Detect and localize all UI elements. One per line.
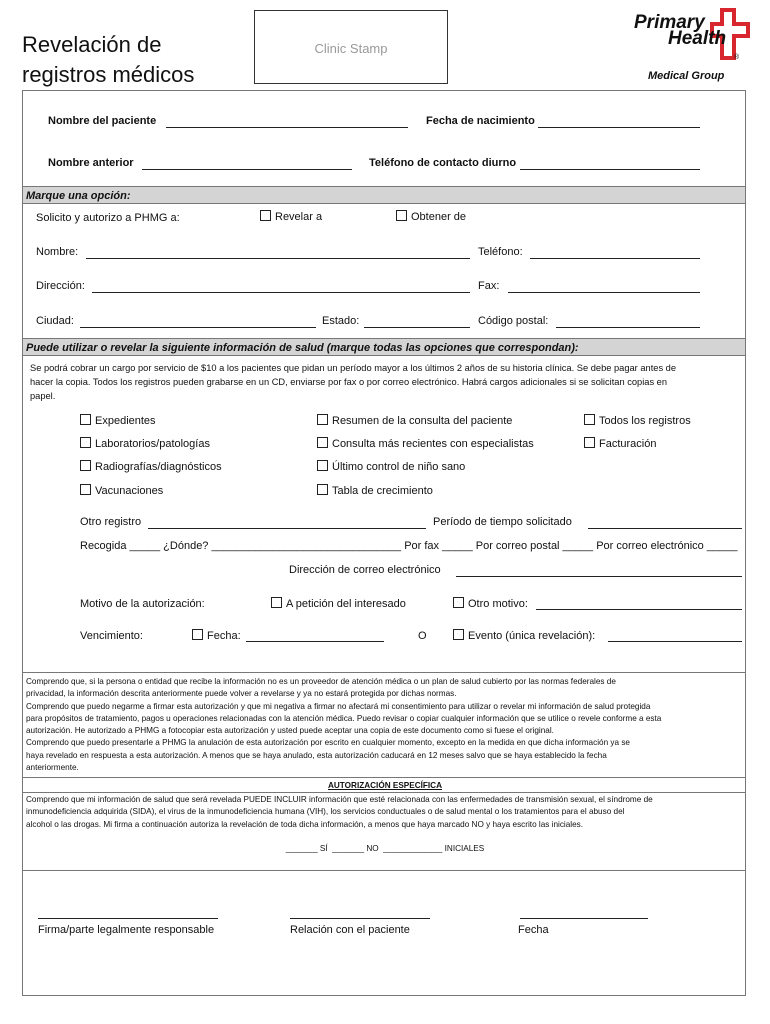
initials-line[interactable]: _______ SÍ _______ NO _____________ INICIALES (285, 844, 485, 853)
divider (23, 777, 745, 778)
fee-paragraph-1: Se podrá cobrar un cargo por servicio de $10 a los pacientes que pidan un período mayor a los últimos 2 años de su historia clínica. Se debe pagar antes de (30, 363, 677, 373)
checkbox-icon (317, 437, 328, 448)
billing-checkbox[interactable] (584, 437, 656, 450)
divider (23, 870, 745, 871)
sign-date-label: Fecha (518, 924, 549, 936)
checkbox-label: Laboratorios/patologías (95, 438, 210, 450)
growth-chart-checkbox[interactable] (317, 484, 433, 497)
divider (23, 792, 745, 793)
checkbox-label: A petición del interesado (286, 598, 406, 610)
obtain-checkbox[interactable] (396, 210, 466, 223)
title-line-1: Revelación de (22, 32, 162, 57)
section-band-option: Marque una opción: (23, 186, 745, 204)
release-label: Revelar a (275, 211, 323, 223)
prev-name-field[interactable] (142, 157, 352, 170)
divider (23, 672, 745, 673)
recipient-phone-field[interactable] (530, 246, 700, 259)
checkbox-icon (317, 414, 328, 425)
recipient-phone-label: Teléfono: (478, 246, 523, 258)
day-phone-label: Teléfono de contacto diurno (369, 157, 517, 169)
checkbox-label: Expedientes (95, 415, 156, 427)
release-checkbox[interactable] (260, 210, 322, 223)
checkbox-label: Facturación (599, 438, 657, 450)
checkbox-icon (317, 484, 328, 495)
checkbox-icon (453, 629, 464, 640)
checkbox-label: Evento (única revelación): (468, 630, 596, 642)
authorize-label: Solicito y autorizo a PHMG a: (36, 212, 180, 224)
dob-field[interactable] (538, 115, 700, 128)
specific-line: Comprendo que mi información de salud que será revelada PUEDE INCLUIR información que esté relacionada con las enfermedades de transmisión sexual, el síndrome de (26, 795, 653, 804)
specific-block (26, 794, 653, 831)
checkbox-icon (453, 597, 464, 608)
legal-line: Comprendo que puedo negarme a firmar esta autorización y que mi negativa a firmar no afectará mi consentimiento para utilizar o revelar mi información de salud protegida (26, 701, 651, 711)
relation-field[interactable] (290, 918, 430, 919)
prev-name-label: Nombre anterior (48, 157, 134, 169)
event-field[interactable] (608, 629, 742, 642)
logo-primary: Primary (634, 12, 705, 33)
expiry-date-checkbox[interactable] (192, 629, 241, 642)
expiry-label: Vencimiento: (80, 630, 143, 642)
checkbox-icon (271, 597, 282, 608)
other-reason-checkbox[interactable] (453, 597, 528, 610)
checkbox-icon (396, 210, 407, 221)
vaccines-checkbox[interactable] (80, 484, 163, 497)
specific-line: inmunodeficiencia adquirida (SIDA), el virus de la inmunodeficiencia humana (VIH), los servicios conductuales o de salud mental o los tratamientos para el abuso del (26, 807, 625, 817)
patient-name-field[interactable] (166, 115, 408, 128)
fax-label: Fax: (478, 280, 500, 292)
period-field[interactable] (588, 516, 742, 529)
stamp-label: Clinic Stamp (314, 41, 388, 56)
checkbox-label: Todos los registros (599, 415, 691, 427)
checkbox-label: Resumen de la consulta del paciente (332, 415, 513, 427)
all-records-checkbox[interactable] (584, 414, 691, 427)
delivery-method-line[interactable]: Recogida _____ ¿Dónde? _______________________________ Por fax _____ Por correo postal _____ Por correo electrónico _____ (80, 540, 738, 552)
state-field[interactable] (364, 315, 470, 328)
zip-label: Código postal: (478, 315, 549, 327)
email-field[interactable] (456, 564, 742, 577)
visit-summary-checkbox[interactable] (317, 414, 512, 427)
logo-reg: ® (734, 54, 740, 61)
logo-medical-group: Medical Group (648, 70, 725, 82)
expiry-date-field[interactable] (246, 629, 384, 642)
reason-label: Motivo de la autorización: (80, 598, 205, 610)
checkbox-icon (584, 437, 595, 448)
checkbox-icon (260, 210, 271, 221)
legal-line: anteriormente. (26, 763, 79, 773)
section-band-info: Puede utilizar o revelar la siguiente información de salud (marque todas las opciones que correspondan): (23, 338, 745, 356)
records-checkbox[interactable] (80, 414, 156, 427)
checkbox-icon (80, 414, 91, 425)
checkbox-icon (317, 460, 328, 471)
checkbox-icon (80, 437, 91, 448)
obtain-label: Obtener de (411, 211, 467, 223)
signature-label: Firma/parte legalmente responsable (38, 924, 215, 936)
recipient-name-label: Nombre: (36, 246, 79, 258)
relation-label: Relación con el paciente (290, 924, 410, 936)
specific-authorization-heading: AUTORIZACIÓN ESPECÍFICA (327, 781, 443, 790)
zip-field[interactable] (556, 315, 700, 328)
legal-line: haya revelado en respuesta a esta autorización. A menos que se haya anulado, esta autorización caducará en 12 meses salvo que se haya establecido la fecha (26, 750, 607, 760)
checkbox-icon (192, 629, 203, 640)
checkbox-icon (584, 414, 595, 425)
event-checkbox[interactable] (453, 629, 595, 642)
page-title (22, 30, 194, 90)
fee-paragraph-2: hacer la copia. Todos los registros pueden grabarse en un CD, enviarse por fax o por correo electrónico. Habrá cargos adicionales si se solicitan copias en (30, 377, 668, 387)
legal-line: Comprendo que, si la persona o entidad que recibe la información no es un proveedor de atención médica o un plan de salud cubierto por las normas federales de (26, 677, 616, 686)
address-label: Dirección: (36, 280, 85, 292)
xray-checkbox[interactable] (80, 460, 222, 473)
other-record-label: Otro registro (80, 516, 142, 528)
city-label: Ciudad: (36, 315, 74, 327)
checkbox-label: Último control de niño sano (332, 461, 466, 473)
fee-paragraph-3: papel. (30, 391, 56, 401)
title-line-2: registros médicos (22, 62, 195, 87)
fax-field[interactable] (508, 280, 700, 293)
legal-line: Comprendo que puedo presentarle a PHMG la anulación de esta autorización por escrito en cualquier momento, excepto en la medida en que dicha información ya se (26, 738, 630, 748)
at-request-checkbox[interactable] (271, 597, 406, 610)
logo-health: Health (668, 28, 727, 49)
checkbox-icon (80, 460, 91, 471)
address-field[interactable] (92, 280, 470, 293)
city-field[interactable] (80, 315, 316, 328)
dob-label: Fecha de nacimiento (426, 115, 535, 127)
legal-line: privacidad, la información descrita anteriormente puede volver a revelarse y ya no estará protegida por dichas normas. (26, 689, 457, 699)
period-label: Período de tiempo solicitado (433, 516, 572, 528)
or-label: O (418, 630, 427, 642)
legal-block (26, 676, 661, 774)
state-label: Estado: (322, 315, 360, 327)
checkbox-icon (80, 484, 91, 495)
legal-line: autorización. He autorizado a PHMG a fotocopiar esta autorización y usted puede aceptar una copia de este documento como si fuese el original. (26, 726, 554, 736)
signature-field[interactable] (38, 918, 218, 919)
well-child-checkbox[interactable] (317, 460, 465, 473)
recipient-name-field[interactable] (86, 246, 470, 259)
primary-health-logo (626, 8, 750, 88)
checkbox-label: Fecha: (207, 630, 241, 642)
checkbox-label: Radiografías/diagnósticos (95, 461, 222, 473)
sign-date-field[interactable] (520, 918, 648, 919)
legal-line: para propósitos de tratamiento, pagos u operaciones relacionadas con la atención médica. Puedo revisar o copiar cualquier información que se utilice o revele conforme a esta (26, 713, 662, 723)
checkbox-label: Consulta más recientes con especialistas (332, 438, 534, 450)
checkbox-label: Tabla de crecimiento (332, 485, 433, 497)
day-phone-field[interactable] (520, 157, 700, 170)
clinic-stamp-box (254, 10, 448, 84)
specialist-checkbox[interactable] (317, 437, 534, 450)
patient-name-label: Nombre del paciente (48, 115, 157, 127)
email-label: Dirección de correo electrónico (289, 564, 441, 576)
checkbox-label: Otro motivo: (468, 598, 528, 610)
other-record-field[interactable] (148, 516, 426, 529)
specific-line: alcohol o las drogas. Mi firma a continuación autoriza la revelación de toda dicha información, a menos que haya marcado NO y haya escrito las iniciales. (26, 819, 584, 829)
labs-checkbox[interactable] (80, 437, 210, 450)
checkbox-label: Vacunaciones (95, 485, 164, 497)
other-reason-field[interactable] (536, 597, 742, 610)
